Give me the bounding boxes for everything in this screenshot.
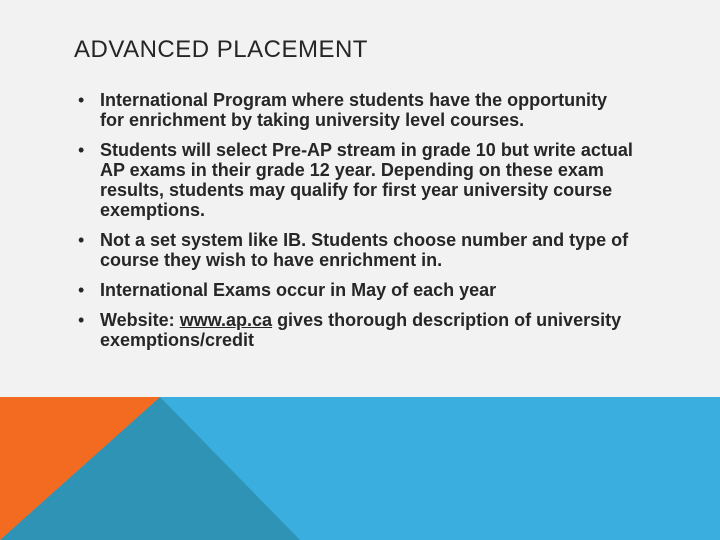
decorative-banner [0,397,720,540]
bullet-text: Not a set system like IB. Students choose number and type of course they wish to have enrichment in. [100,230,629,270]
bullet-text: Students will select Pre-AP stream in grade 10 but write actual AP exams in their grade 12 year. Depending on these exam results, students may qualify for first year university course exemptions. [100,140,633,220]
bullet-text: International Exams occur in May of each year [100,280,497,300]
bullet-item [74,310,634,350]
bullet-icon: • [78,90,85,110]
bullet-icon: • [78,310,85,330]
slide-title: ADVANCED PLACEMENT [74,36,368,63]
bullet-icon: • [78,280,85,300]
website-link[interactable]: www.ap.ca [179,310,273,330]
bullet-item [74,280,634,300]
bullet-text: International Program where students have the opportunity for enrichment by taking university level courses. [100,90,608,130]
bullet-icon: • [78,140,85,160]
bullet-text-suffix: gives thorough description of university exemptions/credit [100,310,622,350]
bullet-item [74,140,634,220]
bullet-item [74,230,634,270]
bullet-icon: • [78,230,85,250]
bullet-list [74,90,634,360]
bullet-text-prefix: Website: [100,310,180,330]
bullet-item [74,90,634,130]
